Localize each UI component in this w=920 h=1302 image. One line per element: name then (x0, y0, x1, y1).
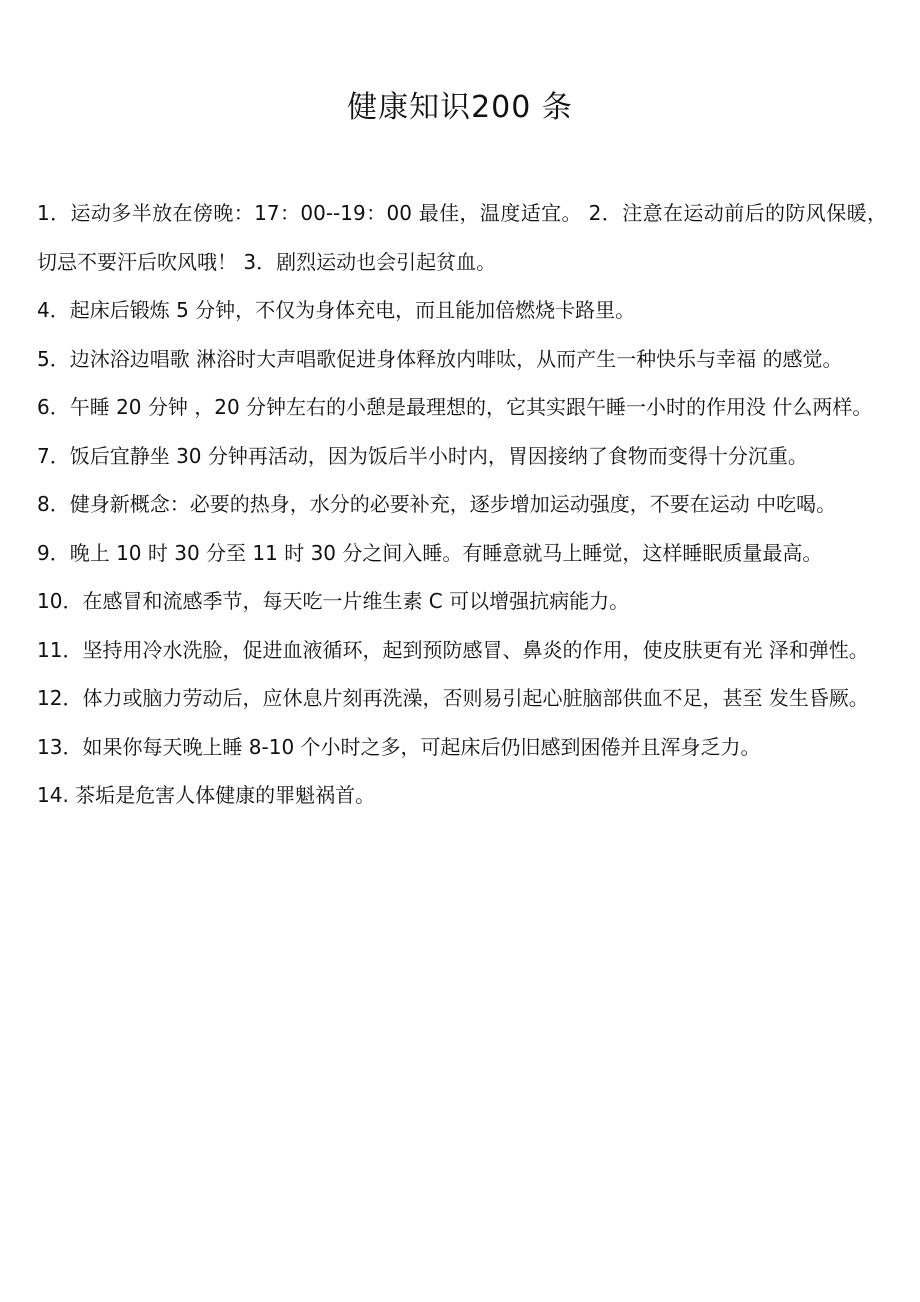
paragraph-9: 11．坚持用冷水洗脸，促进血液循环，起到预防感冒、鼻炎的作用，使皮肤更有光 泽和弹性。 (37, 637, 869, 662)
paragraph-10: 12．体力或脑力劳动后，应休息片刻再洗澡，否则易引起心脏脑部供血不足，甚至 发生昏厥。 (37, 686, 869, 710)
paragraph-8: 10．在感冒和流感季节，每天吃一片维生素 C 可以增强抗病能力。 (37, 589, 630, 613)
paragraph-6: 8．健身新概念：必要的热身，水分的必要补充，逐步增加运动强度，不要在运动 中吃喝。 (37, 492, 837, 516)
paragraph-3: 5．边沐浴边唱歌 淋浴时大声唱歌促进身体释放内啡呔，从而产生一种快乐与幸福 的感觉。 (37, 346, 843, 371)
document-title: 健康知识200 条 (347, 90, 573, 125)
paragraph-7: 9．晚上 10 时 30 分至 11 时 30 分之间入睡。有睡意就马上睡觉，这样睡眠质量最高。 (37, 540, 823, 565)
paragraph-11: 13．如果你每天晚上睡 8-10 个小时之多，可起床后仍旧感到困倦并且浑身乏力。 (37, 734, 761, 759)
paragraph-4: 6．午睡 20 分钟 ，20 分钟左右的小憩是最理想的，它其实跟午睡一小时的作用没 什么两样。 (37, 395, 873, 419)
document-body (37, 189, 887, 820)
paragraph-1: 1．运动多半放在傍晚：17：00--19：00 最佳，温度适宜。 2．注意在运动前后的防风保暖，切忌不要汗后吹风哦！ 3．剧烈运动也会引起贫血。 (37, 201, 887, 274)
paragraph-2: 4．起床后锻炼 5 分钟，不仅为身体充电，而且能加倍燃烧卡路里。 (37, 298, 636, 322)
paragraph-12: 14. 茶垢是危害人体健康的罪魁祸首。 (37, 783, 376, 807)
paragraph-5: 7．饭后宜静坐 30 分钟再活动，因为饭后半小时内，胃因接纳了食物而变得十分沉重。 (37, 443, 808, 468)
